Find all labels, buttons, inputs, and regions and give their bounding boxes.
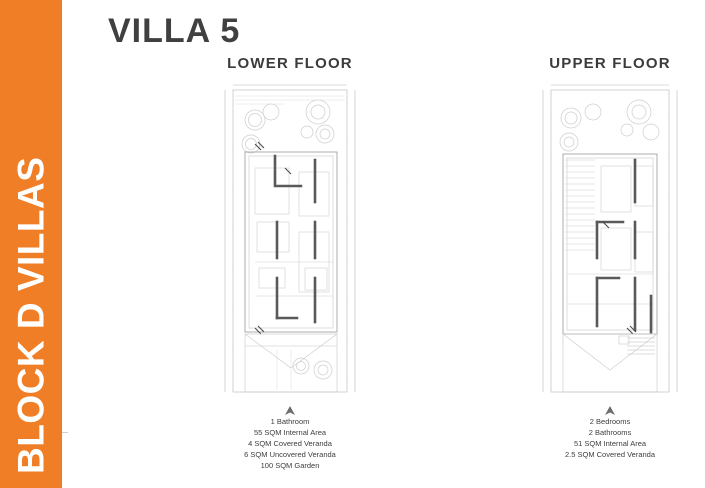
floor-heading-upper: UPPER FLOOR [549,55,671,72]
legend-line: 6 SQM Uncovered Veranda [244,449,336,459]
page-title: VILLA 5 [108,12,241,50]
legend-line: 55 SQM Internal Area [253,427,327,437]
legend-line: 2 Bathrooms [588,427,632,437]
sidebar-block-banner [0,0,62,488]
floor-section-lower [150,55,430,471]
legend-line: 2 Bedrooms [589,417,631,426]
structural-walls [275,156,315,322]
floor-plan-upper [531,82,689,400]
north-arrow-icon [604,406,616,415]
legend-upper [470,406,705,461]
legend-line: 100 SQM Garden [260,460,320,470]
legend-lower [150,406,430,471]
floor-section-upper [470,55,705,461]
landscape-trees [560,100,659,151]
structural-walls [597,160,651,332]
floor-heading-lower: LOWER FLOOR [227,55,353,72]
sidebar-label: BLOCK D VILLAS [10,156,52,474]
divider [62,432,68,433]
legend-line: 2.5 SQM Covered Veranda [564,449,656,459]
legend-line: 1 Bathroom [270,417,310,426]
legend-line: 4 SQM Covered Veranda [248,438,332,448]
floor-plan-lower [215,82,365,400]
roof-hatch [565,160,595,250]
floor-plan-upper-drawing [531,82,689,400]
legend-line: 51 SQM Internal Area [573,438,647,448]
north-arrow-icon [284,406,296,415]
floor-plan-lower-drawing [215,82,365,400]
